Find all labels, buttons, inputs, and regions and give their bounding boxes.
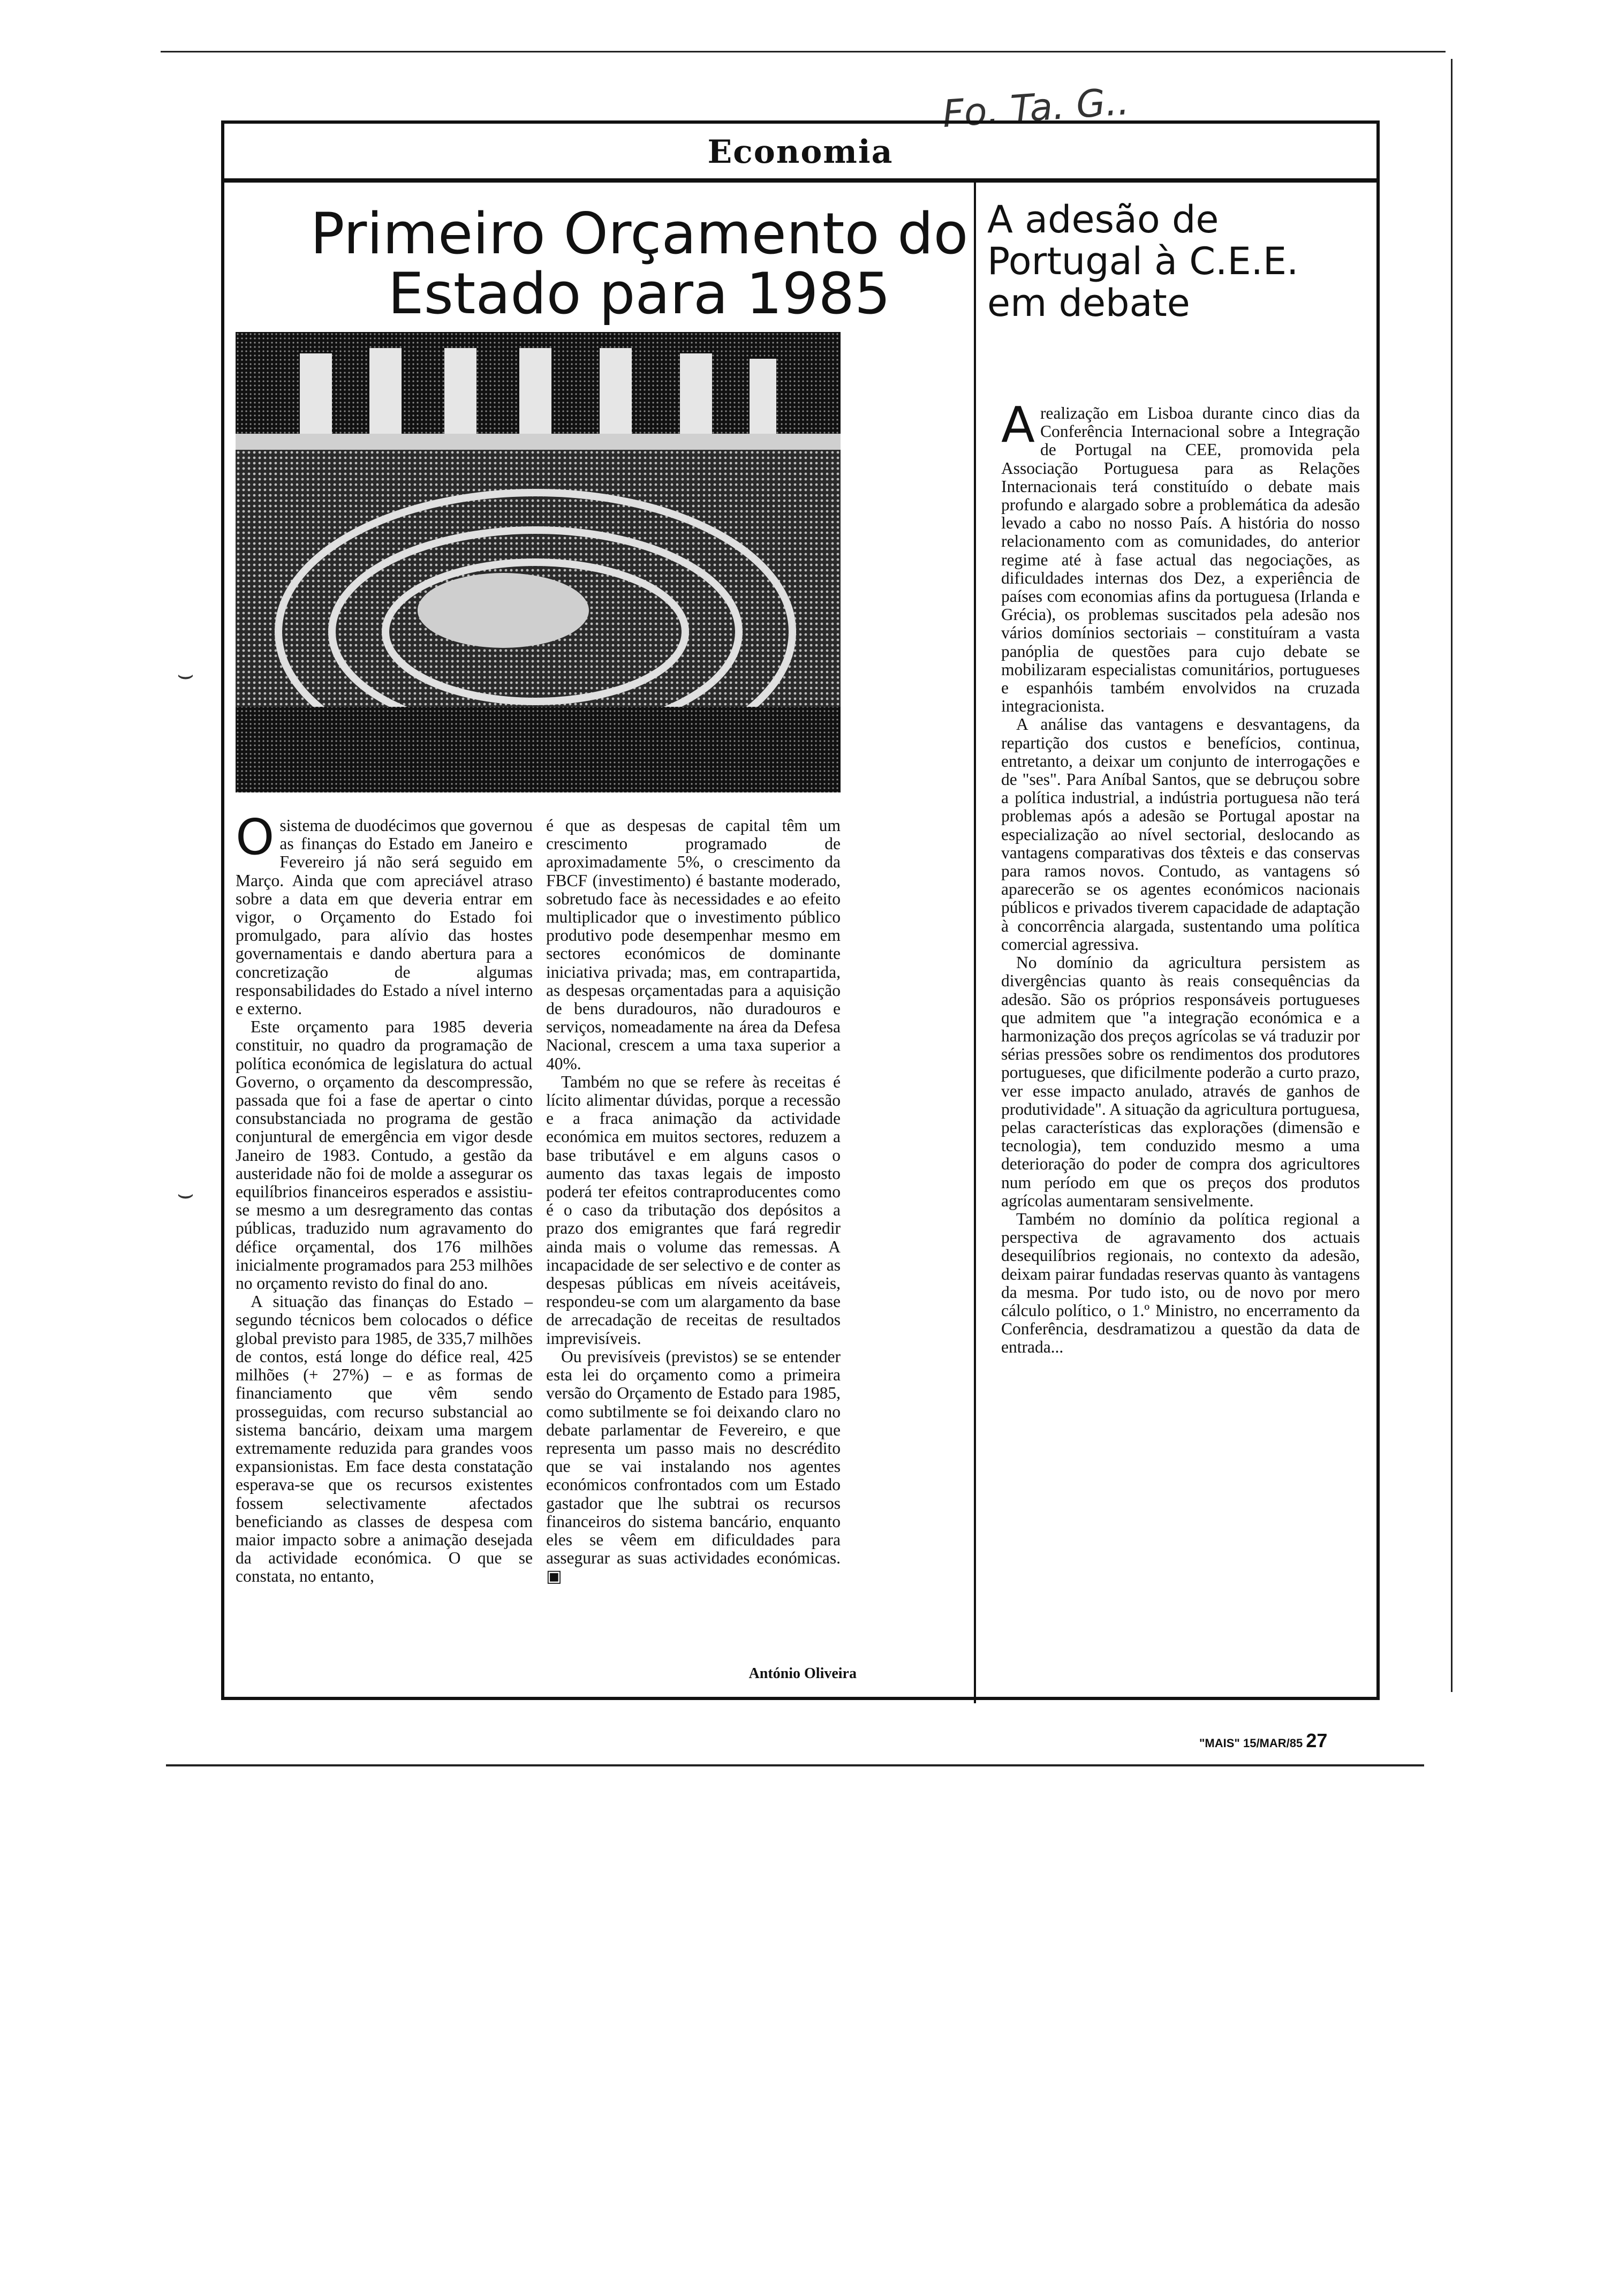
handwritten-note: Fo. Ta. G.. — [941, 79, 1131, 137]
side-headline: A adesão de Portugal à C.E.E. em debate — [987, 198, 1299, 325]
side-para-4: Também no domínio da política regional a perspectiva de agravamento dos actuais desequilíbrios regionais, no contexto da adesão, deixam pairar fundadas reservas quanto às vantagens da mesma. Por tudo isto, ou de novo por mero cálculo político, o 1.º Ministro, no encerramento da Conferência, desdramatizou a questão da data de entrada... — [1001, 1209, 1360, 1357]
main-column-2 — [546, 817, 841, 1586]
margin-mark: ⌣ — [177, 659, 194, 690]
scan-edge-top — [161, 51, 1446, 52]
section-title: Economia — [707, 133, 894, 171]
main-col1-para-1: Osistema de duodécimos que governou as finanças do Estado em Janeiro e Fevereiro já não será seguido em Março. Ainda que com apreciável atraso sobre a data em que deveria entrar em vigor, o Orçamento do Estado foi promulgado, para alívio das hostes governamentais e dando abertura para a concretização de algumas responsabilidades do Estado a nível interno e externo. — [236, 809, 533, 1018]
page-number: 27 — [1306, 1729, 1328, 1751]
main-headline: Primeiro Orçamento do Estado para 1985 — [310, 201, 969, 327]
footer-publication: "MAIS" 15/MAR/85 — [1199, 1736, 1303, 1750]
side-para-3: No domínio da agricultura persistem as divergências quanto às reais consequências da adesão. São os próprios responsáveis portugueses que admitem que "a integração económica e a harmonização dos preços agrícolas se vá traduzir por sérias pressões sobre os rendimentos dos produtores portugueses, que dificilmente poderão a curto prazo, ver esse impacto anulado, através de ganhos de produtividade". A situação da agricultura portuguesa, pelas características das explorações (dimensão e tecnologia), tem conduzido mesmo a uma deterioração do poder de compra dos agricultores num período em que os preços dos produtos agrícolas aumentaram sensivelmente. — [1001, 953, 1360, 1210]
margin-mark: ⌣ — [177, 1178, 194, 1209]
scan-edge-right — [1451, 59, 1452, 1692]
main-col2-para-3: Ou previsíveis (previstos) se se entender esta lei do orçamento como a primeira versão do Orçamento de Estado para 1985, como subtilmente se foi deixando claro no debate parlamentar de Fevereiro, e que representa um passo mais no descrédito que se vai instalando nos agentes económicos confrontados com um Estado gastador que lhe subtrai os recursos financeiros do sistema bancário, enquanto eles se vêem em dificuldades para assegurar as suas actividades económicas. ▣ — [546, 1347, 841, 1586]
main-column-1 — [236, 809, 533, 1586]
main-col1-para-2: Este orçamento para 1985 deveria constituir, no quadro da programação de política económica de legislatura do actual Governo, o orçamento da descompressão, passada que foi a fase de apertar o cinto consubstanciada no programa de gestão conjuntural de emergência em vigor desde Janeiro de 1983. Contudo, a gestão da austeridade não foi de molde a assegurar os equilíbrios financeiros esperados e assistiu-se mesmo a um desregramento das contas públicas, traduzido num agravamento do défice orçamental, dos 176 milhões inicialmente programados para 253 milhões no orçamento revisto do final do ano. — [236, 1017, 533, 1293]
main-col2-para-2: Também no que se refere às receitas é lícito alimentar dúvidas, porque a recessão e a fraca animação da actividade económica em muitos sectores, reduzem a base tributável e em alguns casos o aumento das taxas legais de imposto poderá ter efeitos contraproducentes como é o caso da tributação dos depósitos a prazo dos emigrantes que fará regredir ainda mais o volume das remessas. A incapacidade de ser selectivo e de conter as despesas públicas em níveis aceitáveis, respondeu-se com um alargamento da base de arrecadação de receitas de resultados imprevisíveis. — [546, 1072, 841, 1348]
scan-edge-bottom — [166, 1764, 1424, 1766]
column-divider-main — [974, 183, 976, 1703]
section-header — [224, 124, 1376, 183]
side-para-2: A análise das vantagens e desvantagens, da repartição dos custos e benefícios, continua, entretanto, a deixar um conjunto de interrogações e de "ses". Para Aníbal Santos, que se debruçou sobre a política industrial, a indústria portuguesa não terá problemas após a adesão se Portugal apostar na especialização ao nível sectorial, deslocando as vantagens comparativas dos têxteis e das conservas para ramos novos. Contudo, as vantagens só aparecerão se os agentes económicos nacionais públicos e privados tiverem capacidade de adaptação à concorrência alargada, sustentando uma política comercial agressiva. — [1001, 715, 1360, 954]
side-para-1: Arealização em Lisboa durante cinco dias da Conferência Internacional sobre a Integração de Portugal na CEE, promovida pela Associação Portuguesa para as Relações Internacionais terá constituído o debate mais profundo e alargado sobre a problemática da adesão levado a cabo no nosso País. A história do nosso relacionamento com as comunidades, do anterior regime até à fase actual das negociações, as dificuldades internas dos Dez, a experiência de países com economias afins da portuguesa (Irlanda e Grécia), os problemas suscitados pela adesão nos vários domínios sectoriais – constituíram a vasta panóplia de questões para cujo debate se mobilizaram especialistas comunitários, portugueses e espanhóis também envolvidos na cruzada integracionista. — [1001, 396, 1360, 716]
main-col1-para-3: A situação das finanças do Estado – segundo técnicos bem colocados o défice global previsto para 1985, de 335,7 milhões de contos, está longe do défice real, 425 milhões (+ 27%) – e as formas de financiamento que vêm sendo prosseguidas, com recurso substancial ao sistema bancário, deixam uma margem extremamente reduzida para grandes voos expansionistas. Em face desta constatação esperava-se que os recursos existentes fossem selectivamente afectados beneficiando as classes de despesa com maior impacto sobre a animação desejada da actividade económica. O que se constata, no entanto, — [236, 1292, 533, 1586]
main-dropcap: O — [236, 809, 275, 866]
side-dropcap: A — [1001, 396, 1035, 454]
main-col2-para-1: é que as despesas de capital têm um crescimento programado de aproximadamente 5%, o crescimento da FBCF (investimento) é bastante moderado, sobretudo face às necessidades e ao efeito multiplicador que o investimento público produtivo pode desempenhar mesmo em sectores económicos de dominante iniciativa privada; mas, em contrapartida, as despesas orçamentadas para a aquisição de bens duradouros, não duradouros e serviços, nomeadamente na área da Defesa Nacional, crescem a uma taxa superior a 40%. — [546, 816, 841, 1073]
parliament-photo — [236, 332, 841, 792]
page-footer — [1199, 1729, 1327, 1752]
side-column — [1001, 396, 1360, 1357]
byline: António Oliveira — [748, 1665, 857, 1682]
